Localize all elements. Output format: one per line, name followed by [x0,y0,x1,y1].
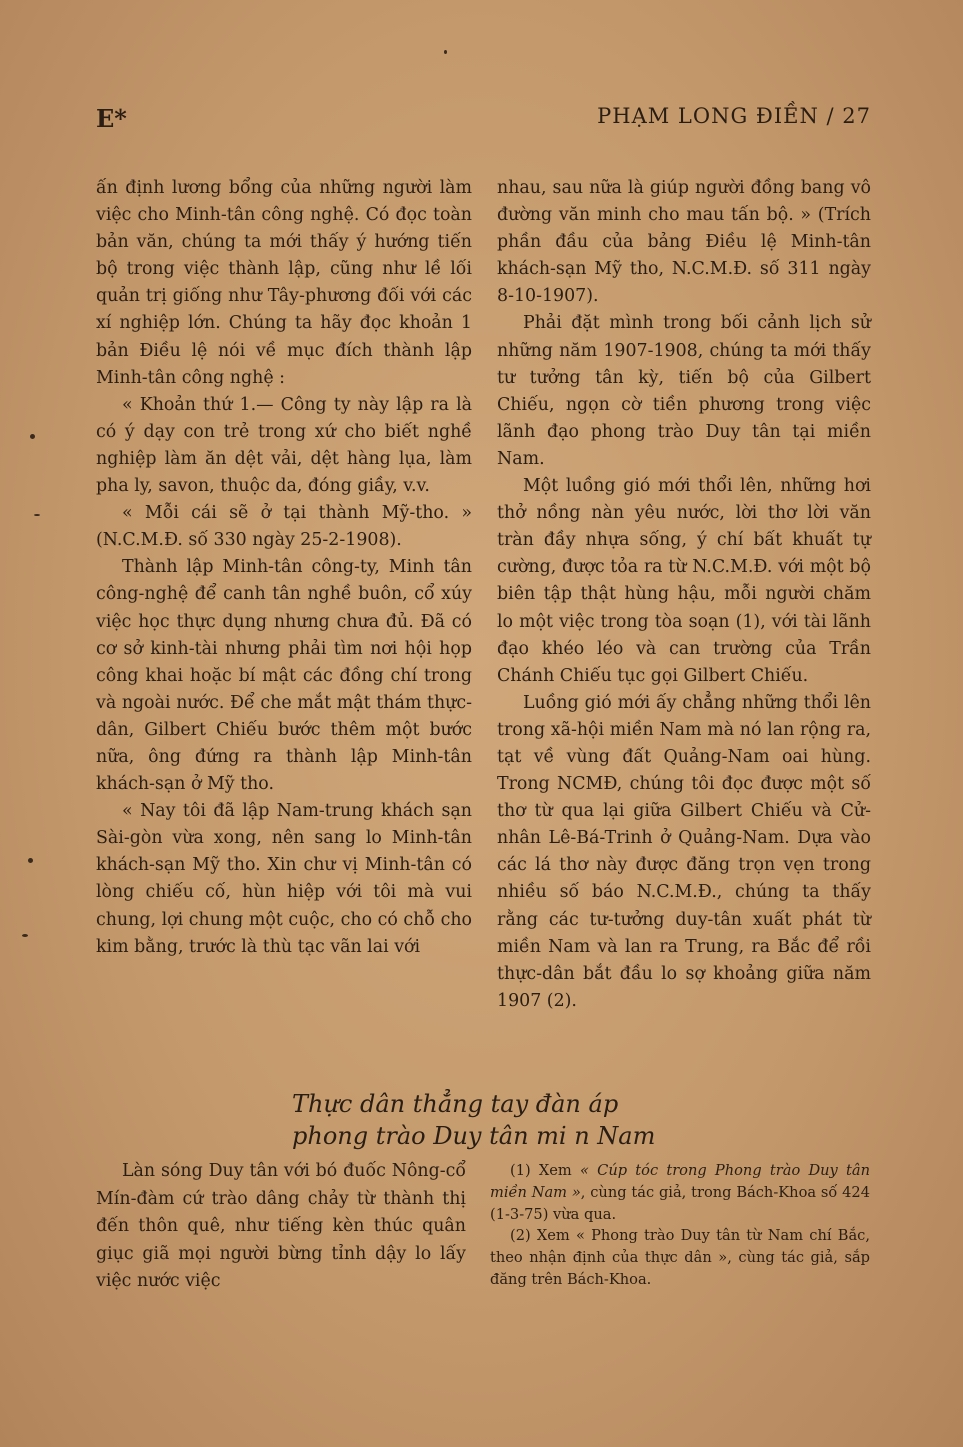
paper-speck [30,434,35,439]
paragraph: Thành lập Minh-tân công-ty, Minh tân công-nghệ để canh tân nghề buôn, cổ xúy việc học thực dụng nhưng chưa đủ. Đã có cơ sở kinh-tài nhưng phải tìm nơi hội họp công khai hoặc bí mật các đồng chí trong và ngoài nước. Để che mắt mật thám thực-dân, Gilbert Chiếu bước thêm một bước nữa, ông đứng ra thành lập Minh-tân khách-sạn ở Mỹ tho. [96,557,472,795]
bottom-left-column [96,1158,466,1296]
footnote-1-title: « Cúp tóc trong Phong trào Duy tân miền Nam » [490,1162,870,1201]
paper-speck [22,934,28,937]
footnote-1-prefix: (1) Xem [510,1162,580,1179]
paragraph: « Mỗi cái sẽ ở tại thành Mỹ-tho. » (N.C.M.Đ. số 330 ngày 25-2-1908). [96,503,472,551]
paper-speck [28,858,33,863]
running-header: PHẠM LONG ĐIỀN / 27 [597,104,871,128]
section-mark: E* [96,104,127,133]
paragraph: nhau, sau nữa là giúp người đồng bang vô đường văn minh cho mau tấn bộ. » (Trích phần đầu của bảng Điều lệ Minh-tân khách-sạn Mỹ tho, N.C.M.Đ. số 311 ngày 8-10-1907). [497,178,871,307]
section-heading-line-2: phong trào Duy tân mi n Nam [292,1122,656,1150]
section-heading-line-1: Thực dân thẳng tay đàn áp [292,1090,619,1118]
paper-speck [444,50,447,54]
paragraph: Luồng gió mới ấy chẳng những thổi lên trong xã-hội miền Nam mà nó lan rộng ra, tạt về vùng đất Quảng-Nam oai hùng. Trong NCMĐ, chúng tôi đọc được một số thơ từ qua lại giữa Gilbert Chiếu và Cử-nhân Lê-Bá-Trinh ở Quảng-Nam. Dựa vào các lá thơ này được đăng trọn vẹn trong nhiều số báo N.C.M.Đ., chúng ta thấy rằng các tư-tưởng duy-tân xuất phát từ miền Nam và lan ra Trung, ra Bắc để rồi thực-dân bắt đầu lo sợ khoảng giữa năm 1907 (2). [497,692,871,1011]
footnote-2 [490,1225,870,1290]
left-column [96,175,472,961]
paper-speck [34,514,40,516]
paragraph: « Khoản thứ 1.— Công ty này lập ra là có ý dạy con trẻ trong xứ cho biết nghề nghiệp làm ăn dệt vải, dệt hàng lụa, làm pha ly, savon, thuộc da, đóng giầy, v.v. [96,394,472,497]
footnote-1 [490,1160,870,1225]
paragraph: Làn sóng Duy tân với bó đuốc Nông-cổ Mín-đàm cứ trào dâng chảy từ thành thị đến thôn quê, như tiếng kèn thúc quân giục giã mọi người bừng tỉnh dậy lo lấy việc nước việc [96,1161,466,1291]
right-column [497,175,871,1015]
paragraph: « Nay tôi đã lập Nam-trung khách sạn Sài-gòn vừa xong, nên sang lo Minh-tân khách-sạn Mỹ tho. Xin chư vị Minh-tân có lòng chiếu cố, hùn hiệp với tôi mà vui chung, lợi chung một cuộc, cho có chỗ cho kim bằng, trước là thù tạc vãn lai với [96,801,472,957]
section-heading [292,1088,722,1152]
footnotes [490,1160,870,1291]
paragraph: Một luồng gió mới thổi lên, những hơi thở nồng nàn yêu nước, lời thơ lời văn tràn đầy nhựa sống, ý chí bất khuất tự cường, được tỏa ra từ N.C.M.Đ. với một bộ biên tập thật hùng hậu, mỗi người chăm lo một việc trong tòa soạn (1), với tài lãnh đạo khéo léo và can trường của Trần Chánh Chiếu tục gọi Gilbert Chiếu. [497,476,871,686]
paragraph: ấn định lương bổng của những người làm việc cho Minh-tân công nghệ. Có đọc toàn bản văn, chúng ta mới thấy ý hướng tiến bộ trong việc thành lập, cũng như lề lối quản trị giống như Tây-phương đối với các xí nghiệp lớn. Chúng ta hãy đọc khoản 1 bản Điều lệ nói về mục đích thành lập Minh-tân công nghệ : [96,178,472,388]
footnote-2-text: (2) Xem « Phong trào Duy tân từ Nam chí Bắc, theo nhận định của thực dân », cùng tác giả, sắp đăng trên Bách-Khoa. [490,1227,870,1288]
paragraph: Phải đặt mình trong bối cảnh lịch sử những năm 1907-1908, chúng ta mới thấy tư tưởng tân kỳ, tiến bộ của Gilbert Chiếu, ngọn cờ tiền phương trong việc lãnh đạo phong trào Duy tân tại miền Nam. [497,313,871,469]
footnote-1-suffix: , cùng tác giả, trong Bách-Khoa số 424 (1-3-75) vừa qua. [490,1183,870,1223]
